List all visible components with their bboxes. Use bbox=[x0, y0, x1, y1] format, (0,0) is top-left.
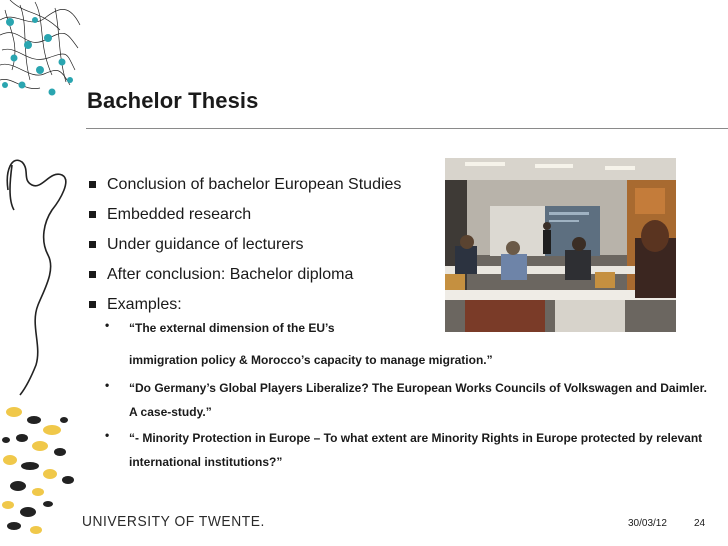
bullet-square-icon bbox=[89, 271, 96, 278]
bullet-list bbox=[88, 172, 401, 322]
example-line: international institutions?” bbox=[129, 455, 283, 469]
bullet-square-icon bbox=[89, 211, 96, 218]
page-number: 24 bbox=[694, 518, 706, 529]
bullet-text: Conclusion of bachelor European Studies bbox=[107, 176, 402, 193]
example-line: immigration policy & Morocco’s capacity to manage migration.” bbox=[129, 353, 493, 367]
example-line: “- Minority Protection in Europe – To what extent are Minority Rights in Europe protected by relevant bbox=[129, 431, 703, 445]
bullet-text: Under guidance of lecturers bbox=[107, 236, 304, 253]
example-item bbox=[105, 428, 725, 472]
decorative-pattern-icon bbox=[0, 0, 90, 546]
bullet-square-icon bbox=[89, 301, 96, 308]
list-item bbox=[88, 172, 401, 202]
sub-bullet-icon: • bbox=[105, 318, 110, 332]
bullet-text: Embedded research bbox=[107, 206, 252, 223]
list-item bbox=[88, 262, 401, 292]
bullet-text: Examples: bbox=[107, 296, 182, 313]
university-logo: UNIVERSITY OF TWENTE. bbox=[82, 513, 265, 530]
slide-title: Bachelor Thesis bbox=[87, 88, 259, 113]
list-item bbox=[88, 202, 401, 232]
bullet-text: After conclusion: Bachelor diploma bbox=[107, 266, 354, 283]
bullet-square-icon bbox=[89, 181, 96, 188]
classroom-photo-icon bbox=[445, 158, 676, 332]
bullet-square-icon bbox=[89, 241, 96, 248]
example-line: “The external dimension of the EU’s bbox=[129, 321, 335, 335]
examples-list bbox=[105, 318, 725, 472]
sub-bullet-icon: • bbox=[105, 378, 110, 392]
example-line: “Do Germany’s Global Players Liberalize? The European Works Councils of Volkswagen and Daimler. bbox=[129, 381, 707, 395]
example-line: A case-study.” bbox=[129, 405, 212, 419]
title-divider bbox=[86, 128, 728, 129]
list-item bbox=[88, 232, 401, 262]
sub-bullet-icon: • bbox=[105, 428, 110, 442]
example-item bbox=[105, 378, 725, 422]
slide-date: 30/03/12 bbox=[628, 518, 667, 529]
